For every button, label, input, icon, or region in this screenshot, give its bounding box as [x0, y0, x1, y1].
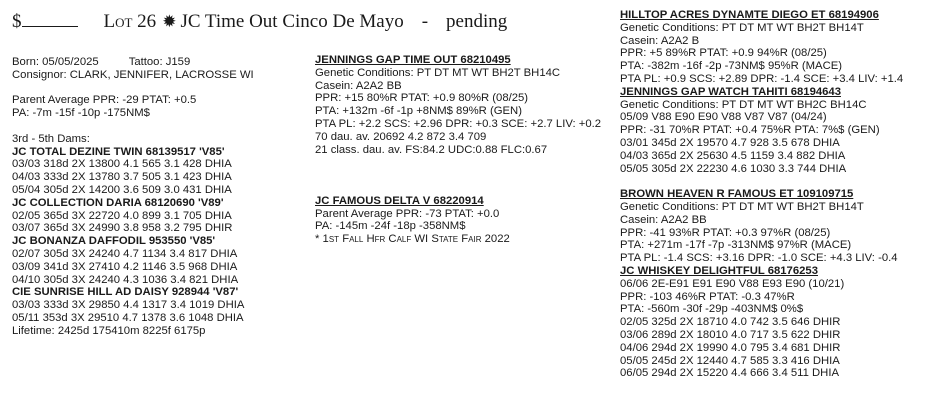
dam-record-line: 02/05 365d 3X 22720 4.0 899 3.1 705 DHIA [12, 209, 232, 222]
block4-title: JC WHISKEY DELIGHTFUL 68176253 [620, 264, 818, 277]
sire-info-line: 70 dau. av. 20692 4.2 872 3.4 709 [315, 130, 487, 143]
block4-info-line: 02/05 325d 2X 18710 4.0 742 3.5 646 DHIR [620, 316, 841, 329]
block2-info-line: 04/03 365d 2X 25630 4.5 1159 3.4 882 DHIA [620, 149, 846, 162]
block2-info-line: PPR: -31 70%R PTAT: +0.4 75%R PTA: 7%$ (GEN) [620, 124, 880, 137]
born-date: Born: 05/05/2025 [12, 56, 99, 68]
dam-record-line: JC BONANZA DAFFODIL 953550 'V85' [12, 235, 216, 248]
block3-info-line: PPR: -41 93%R PTAT: +0.3 97%R (08/25) [620, 226, 831, 239]
lot-status: pending [446, 11, 508, 32]
born-tattoo-line [12, 56, 304, 69]
dam-lines [12, 146, 304, 338]
block2-lines [620, 99, 926, 176]
tattoo: Tattoo: J159 [128, 56, 191, 68]
sire-lines [315, 67, 615, 157]
block4-info-line: PTA: -560m -30f -29p -403NM$ 0%$ [620, 303, 804, 316]
block4-info-line: 04/06 294d 2X 19990 4.0 795 3.4 681 DHIR [620, 341, 841, 354]
block1-lines [620, 22, 926, 86]
dam-record-line: 05/11 353d 3X 29510 4.7 1378 3.6 1048 DHIA [12, 311, 244, 324]
block1-info-line: PTA PL: +0.9 SCS: +2.89 DPR: -1.4 SCE: +3.4 LIV: +1.4 [620, 72, 904, 85]
dam-record-line: 04/03 333d 2X 13780 3.7 505 3.1 423 DHIA [12, 171, 232, 184]
dam-record-line: 02/07 305d 3X 24240 4.7 1134 3.4 817 DHIA [12, 247, 238, 260]
sire-info-line: PTA: +132m -6f -1p +8NM$ 89%R (GEN) [315, 105, 522, 118]
sire-info-line: PTA PL: +2.2 SCS: +2.96 DPR: +0.3 SCE: +2.7 LIV: +0.2 [315, 117, 602, 130]
block3-info-line: PTA: +271m -17f -7p -313NM$ 97%R (MACE) [620, 239, 852, 252]
block3-info-line: Casein: A2A2 BB [620, 213, 707, 226]
dam-record-line: JC COLLECTION DARIA 68120690 'V89' [12, 196, 224, 209]
block3-info-line: PTA PL: -1.4 SCS: +3.16 DPR: -1.0 SCE: +4.3 LIV: -0.4 [620, 252, 898, 265]
lot-number: Lot 26 [103, 11, 157, 32]
middle-column [315, 54, 615, 246]
dam-record-line: 04/10 305d 3X 24240 4.3 1036 3.4 821 DHIA [12, 273, 239, 286]
star-icon: ✹ [162, 12, 177, 31]
sire-info-line: PPR: +15 80%R PTAT: +0.9 80%R (08/25) [315, 92, 529, 105]
block4-info-line: PPR: -103 46%R PTAT: -0.3 47%R [620, 290, 795, 303]
parent-average-pa: PA: -7m -15f -10p -175NM$ [12, 107, 150, 120]
block1-info-line: Casein: A2A2 B [620, 34, 700, 47]
sire-title: JENNINGS GAP TIME OUT 68210495 [315, 54, 511, 66]
footnote-text: 1st Fall Hfr Calf WI State Fair 2022 [322, 233, 510, 246]
dam-record-line: 03/03 333d 3X 29850 4.4 1317 3.4 1019 DHIA [12, 299, 245, 312]
dam-info-line: PA: -145m -24f -18p -358NM$ [315, 220, 466, 233]
block2-info-line: 05/05 305d 2X 22230 4.6 1030 3.3 744 DHIA [620, 162, 847, 175]
dam-info-line: Parent Average PPR: -73 PTAT: +0.0 [315, 207, 500, 220]
dam-record-line: 03/03 318d 2X 13800 4.1 565 3.1 428 DHIA [12, 158, 232, 171]
block3-lines [620, 201, 926, 265]
dam-record-line: Lifetime: 2425d 175410m 8225f 6175p [12, 324, 206, 337]
parent-average: Parent Average PPR: -29 PTAT: +0.5 [12, 94, 197, 107]
block2-info-line: Genetic Conditions: PT DT MT WT BH2C BH14C [620, 98, 867, 111]
block1-info-line: PTA: -382m -16f -2p -73NM$ 95%R (MACE) [620, 60, 843, 73]
dam-title: JC FAMOUS DELTA V 68220914 [315, 194, 484, 207]
price-dollar-sign: $ [12, 11, 22, 32]
dams-label: 3rd - 5th Dams: [12, 132, 90, 145]
block2-title: JENNINGS GAP WATCH TAHITI 68194643 [620, 85, 841, 98]
footnote-star: * [315, 233, 320, 246]
block4-info-line: 03/06 289d 2X 18010 4.0 717 3.5 622 DHIR [620, 328, 841, 341]
consignor: Consignor: CLARK, JENNIFER, LACROSSE WI [12, 68, 254, 81]
dam-record-line: JC TOTAL DEZINE TWIN 68139517 'V85' [12, 145, 225, 158]
footnote [315, 233, 615, 246]
sire-info-line: 21 class. dau. av. FS:84.2 UDC:0.88 FLC:0.67 [315, 143, 548, 156]
sire-info-line: Casein: A2A2 BB [315, 79, 402, 92]
dam-record-line: 03/09 341d 3X 27410 4.2 1146 3.5 968 DHIA [12, 260, 238, 273]
block4-info-line: 06/05 294d 2X 15220 4.4 666 3.4 511 DHIA [620, 367, 839, 380]
block3-info-line: Genetic Conditions: PT DT MT WT BH2T BH14T [620, 200, 864, 213]
lot-header [12, 11, 507, 33]
dam-record-line: 03/07 365d 3X 24990 3.8 958 3.2 795 DHIR [12, 222, 233, 235]
block4-info-line: 06/06 2E-E91 E91 E90 V88 E93 E90 (10/21) [620, 277, 845, 290]
middle-dam-lines [315, 208, 615, 234]
right-column [620, 9, 926, 380]
block1-info-line: PPR: +5 89%R PTAT: +0.9 94%R (08/25) [620, 47, 827, 60]
block1-info-line: Genetic Conditions: PT DT MT WT BH2T BH14T [620, 21, 864, 34]
block2-info-line: 03/01 345d 2X 19570 4.7 928 3.5 678 DHIA [620, 136, 840, 149]
block4-info-line: 05/05 245d 2X 12440 4.7 585 3.3 416 DHIA [620, 354, 840, 367]
block1-title: HILLTOP ACRES DYNAMTE DIEGO ET 68194906 [620, 9, 879, 21]
left-column [12, 56, 304, 338]
block4-lines [620, 278, 926, 380]
sire-info-line: Genetic Conditions: PT DT MT WT BH2T BH14C [315, 66, 561, 79]
dam-record-line: 05/04 305d 2X 14200 3.6 509 3.0 431 DHIA [12, 183, 232, 196]
dam-record-line: CIE SUNRISE HILL AD DAISY 928944 'V87' [12, 286, 239, 299]
header-dash: - [421, 11, 429, 32]
block2-info-line: 05/09 V88 E90 E90 V88 V87 V87 (04/24) [620, 111, 827, 124]
animal-name: JC Time Out Cinco De Mayo [180, 11, 404, 32]
price-blank [22, 11, 78, 27]
block3-title: BROWN HEAVEN R FAMOUS ET 109109715 [620, 188, 854, 201]
